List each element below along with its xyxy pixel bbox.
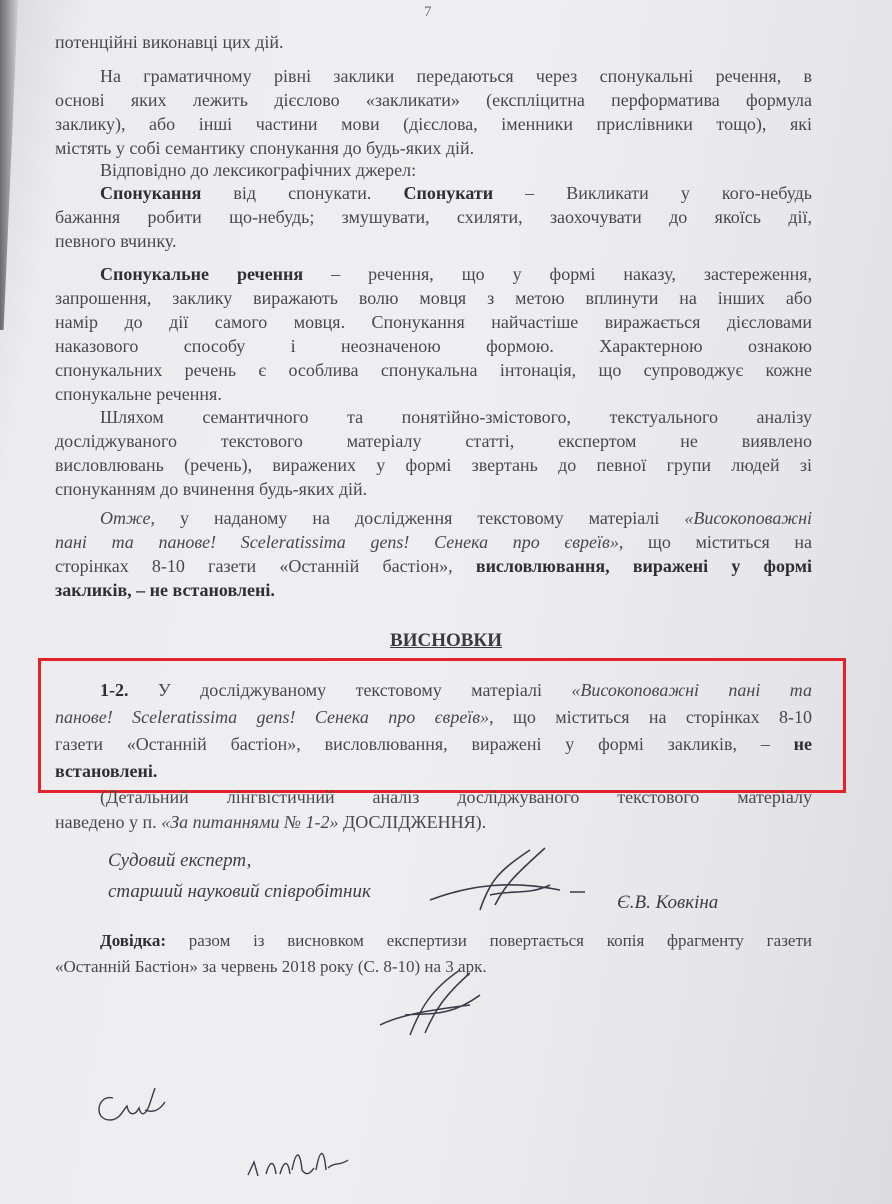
italic-text: «Високоповажні [684,508,812,528]
text-line [55,112,812,136]
text-line [55,382,812,406]
text-segment: (Детальний лінгвістичний аналіз досліджуваного текстового матеріалу [100,787,812,807]
text-line [55,477,812,501]
bold-text: Спонукальне речення [100,264,304,284]
paragraph-definition-sponukannia [55,181,812,253]
bold-text: встановлені. [55,761,158,781]
text-line [55,262,812,286]
text-line [55,928,812,954]
text-line [55,810,812,835]
page-number: 7 [424,4,432,20]
text-segment: основі яких лежить дієслово «закликати» (експліцитна перформатива формула [55,90,812,110]
text-line [55,136,812,160]
expert-signature [420,840,590,920]
text-segment: У досліджуваному текстовому матеріалі [128,680,572,700]
handwritten-mark-1 [85,1080,175,1130]
text-segment: , що міститься на сторінках 8-10 [489,707,812,727]
text-line [55,30,812,54]
page-edge-shadow [0,0,18,330]
bold-text: висловлювання, виражені у формі [475,556,812,576]
text-segment: Шляхом семантичного та понятійно-змістового, текстуального аналізу [100,407,812,427]
bold-text: Спонукання [100,183,202,203]
paragraph-therefore [55,506,812,602]
text-segment: висловлювань (речень), виражених у формі звертань до певної групи людей зі [55,455,812,475]
second-signature [370,965,490,1040]
detailed-analysis-note [55,785,812,835]
italic-text: Отже, [100,508,155,528]
text-line [55,530,812,554]
text-segment: у наданому на дослідження текстовому матеріалі [155,508,685,528]
text-segment: спонуканням до вчинення будь-яких дій. [55,479,368,499]
text-segment: спонукальних речень є особлива спонукальна інтонація, що супроводжує кожне [55,360,812,380]
paragraph-intro-end [55,30,812,54]
paragraph-lexicographic-sources [55,158,812,182]
text-line [55,554,812,578]
text-segment: разом із висновком експертизи повертається копія фрагменту газети [165,931,812,950]
text-line [55,286,812,310]
paragraph-analysis [55,405,812,501]
text-line [55,578,812,602]
italic-text: панове! Sceleratissima gens! Сенека про євреїв» [55,707,490,727]
text-line [55,429,812,453]
text-line [55,453,812,477]
italic-text: «Високоповажні пані та [571,680,812,700]
text-segment: містять у собі семантику спонукання до будь-яких дій. [55,138,475,158]
text-segment: – речення, що у формі наказу, застереження, [303,264,812,284]
conclusions-heading: ВИСНОВКИ [390,630,502,651]
text-segment: заклику), або інші частини мови (дієслова, іменники прислівники тощо), які [55,114,812,134]
italic-text: «За питаннями № 1-2» [161,812,339,832]
text-line [55,334,812,358]
text-line [55,358,812,382]
text-segment: – Викликати у кого-небудь [493,183,812,203]
text-line [55,64,812,88]
text-segment: запрошення, заклику виражають волю мовця з метою вплинути на інших або [55,288,812,308]
expert-title-line1: Судовий експерт, [108,850,252,871]
text-line [55,158,812,182]
italic-text: пані та панове! Sceleratissima gens! Сенека про євреїв» [55,532,619,552]
bold-text: закликів, – не встановлені. [55,580,275,600]
bold-text: Спонукати [403,183,494,203]
expert-title-line2: старший науковий співробітник [108,881,371,902]
text-segment: сторінках 8-10 газети «Останній бастіон», [55,556,476,576]
text-segment: наказового способу і неозначеною формою. Характерною ознакою [55,336,812,356]
bold-text: не [793,734,812,754]
paragraph-grammar-level [55,64,812,160]
text-segment: потенційні виконавці цих дій. [55,32,284,52]
text-segment: «Останній Бастіон» за червень 2018 року (С. 8-10) на 3 арк. [55,957,487,976]
text-line [55,229,812,253]
text-line [55,506,812,530]
text-segment: На граматичному рівні заклики передаються через спонукальні речення, в [100,66,812,86]
text-segment: спонукальне речення. [55,384,222,404]
text-line [55,405,812,429]
text-line [55,88,812,112]
text-segment: досліджуваного текстового матеріалу статті, експертом не виявлено [55,431,812,451]
text-segment: наведено у п. [55,812,162,832]
text-segment: намір до дії самого мовця. Спонукання найчастіше виражається дієсловами [55,312,812,332]
handwritten-mark-2 [240,1140,360,1185]
text-segment: від спонукати. [201,183,404,203]
text-segment: бажання робити що-небудь; змушувати, схиляти, заохочувати до якоїсь дії, [55,207,812,227]
text-segment: , що міститься на [618,532,812,552]
text-segment: Відповідно до лексикографічних джерел: [100,160,417,180]
bold-text: Довідка: [100,931,166,950]
text-segment: певного вчинку. [55,231,177,251]
paragraph-definition-sentence [55,262,812,406]
text-segment: ДОСЛІДЖЕННЯ). [338,812,487,832]
text-line [55,205,812,229]
text-segment: газети «Останній бастіон», висловлювання, виражені у формі закликів, – [55,734,794,754]
text-line [55,181,812,205]
bold-text: 1-2. [100,680,129,700]
expert-name: Є.В. Ковкіна [617,892,719,913]
text-line [55,785,812,810]
highlight-box [38,658,846,793]
text-line [55,310,812,334]
